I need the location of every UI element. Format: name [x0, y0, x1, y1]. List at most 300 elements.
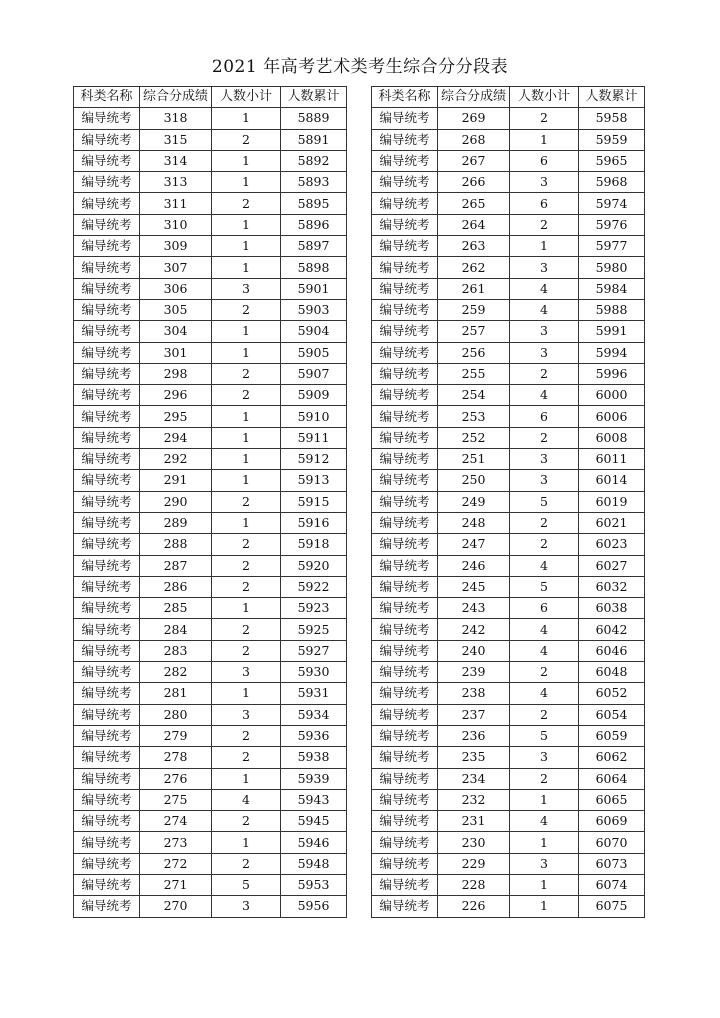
cell-cumulative: 5907 — [281, 363, 347, 384]
table-row — [372, 385, 645, 406]
cell-cumulative: 5903 — [281, 299, 347, 320]
cell-category: 编导统考 — [74, 193, 140, 214]
cell-score: 234 — [438, 768, 510, 789]
cell-cumulative: 6073 — [579, 853, 645, 874]
cell-score: 315 — [140, 129, 212, 150]
cell-count: 2 — [212, 640, 281, 661]
table-row — [372, 321, 645, 342]
cell-score: 307 — [140, 257, 212, 278]
cell-category: 编导统考 — [372, 853, 438, 874]
cell-cumulative: 6069 — [579, 811, 645, 832]
cell-category: 编导统考 — [372, 342, 438, 363]
cell-score: 296 — [140, 385, 212, 406]
cell-cumulative: 5974 — [579, 193, 645, 214]
table-row — [372, 363, 645, 384]
cell-cumulative: 5980 — [579, 257, 645, 278]
cell-cumulative: 5889 — [281, 108, 347, 129]
table-body-right — [372, 108, 645, 917]
cell-cumulative: 5895 — [281, 193, 347, 214]
cell-cumulative: 5976 — [579, 214, 645, 235]
table-row — [372, 768, 645, 789]
cell-count: 6 — [510, 406, 579, 427]
cell-cumulative: 5943 — [281, 789, 347, 810]
cell-count: 2 — [510, 214, 579, 235]
cell-count: 1 — [510, 874, 579, 895]
table-row — [74, 214, 347, 235]
cell-count: 1 — [212, 236, 281, 257]
cell-score: 255 — [438, 363, 510, 384]
cell-count: 1 — [212, 470, 281, 491]
cell-category: 编导统考 — [74, 406, 140, 427]
cell-category: 编导统考 — [74, 874, 140, 895]
cell-cumulative: 5977 — [579, 236, 645, 257]
cell-count: 2 — [510, 108, 579, 129]
table-row — [372, 874, 645, 895]
cell-cumulative: 6065 — [579, 789, 645, 810]
cell-cumulative: 6000 — [579, 385, 645, 406]
cell-cumulative: 6042 — [579, 619, 645, 640]
cell-count: 3 — [212, 278, 281, 299]
table-row — [74, 363, 347, 384]
cell-category: 编导统考 — [372, 789, 438, 810]
table-row — [74, 896, 347, 917]
cell-score: 254 — [438, 385, 510, 406]
cell-category: 编导统考 — [372, 640, 438, 661]
cell-score: 284 — [140, 619, 212, 640]
table-row — [74, 406, 347, 427]
table-row — [372, 449, 645, 470]
cell-score: 278 — [140, 747, 212, 768]
cell-category: 编导统考 — [74, 747, 140, 768]
cell-cumulative: 5946 — [281, 832, 347, 853]
table-row — [372, 725, 645, 746]
cell-count: 2 — [212, 619, 281, 640]
cell-cumulative: 5909 — [281, 385, 347, 406]
cell-count: 1 — [510, 896, 579, 917]
cell-cumulative: 6021 — [579, 512, 645, 533]
cell-count: 3 — [510, 342, 579, 363]
cell-count: 2 — [212, 363, 281, 384]
cell-cumulative: 6027 — [579, 555, 645, 576]
cell-cumulative: 5968 — [579, 172, 645, 193]
table-row — [372, 832, 645, 853]
cell-cumulative: 5953 — [281, 874, 347, 895]
cell-cumulative: 5948 — [281, 853, 347, 874]
cell-score: 249 — [438, 491, 510, 512]
table-row — [372, 619, 645, 640]
table-row — [74, 427, 347, 448]
cell-category: 编导统考 — [74, 214, 140, 235]
cell-score: 267 — [438, 150, 510, 171]
cell-score: 276 — [140, 768, 212, 789]
table-row — [372, 789, 645, 810]
cell-category: 编导统考 — [74, 512, 140, 533]
table-row — [74, 747, 347, 768]
table-row — [372, 299, 645, 320]
cell-score: 253 — [438, 406, 510, 427]
cell-cumulative: 5916 — [281, 512, 347, 533]
cell-category: 编导统考 — [372, 321, 438, 342]
table-row — [74, 853, 347, 874]
table-row — [372, 193, 645, 214]
table-row — [372, 896, 645, 917]
cell-score: 243 — [438, 598, 510, 619]
cell-count: 3 — [510, 853, 579, 874]
cell-count: 3 — [510, 470, 579, 491]
cell-count: 1 — [212, 427, 281, 448]
cell-count: 2 — [212, 299, 281, 320]
page-title: 2021 年高考艺术类考生综合分分段表 — [211, 57, 509, 77]
table-row — [372, 172, 645, 193]
cell-cumulative: 5901 — [281, 278, 347, 299]
cell-count: 2 — [212, 853, 281, 874]
cell-count: 3 — [510, 449, 579, 470]
table-row — [372, 278, 645, 299]
cell-cumulative: 5938 — [281, 747, 347, 768]
cell-score: 309 — [140, 236, 212, 257]
cell-count: 4 — [510, 555, 579, 576]
table-row — [74, 172, 347, 193]
cell-score: 305 — [140, 299, 212, 320]
cell-category: 编导统考 — [372, 491, 438, 512]
table-row — [372, 257, 645, 278]
cell-category: 编导统考 — [74, 278, 140, 299]
cell-score: 251 — [438, 449, 510, 470]
table-row — [74, 193, 347, 214]
cell-count: 2 — [212, 385, 281, 406]
cell-cumulative: 5920 — [281, 555, 347, 576]
cell-score: 270 — [140, 896, 212, 917]
table-row — [372, 406, 645, 427]
cell-category: 编导统考 — [74, 640, 140, 661]
cell-score: 226 — [438, 896, 510, 917]
cell-count: 5 — [510, 576, 579, 597]
cell-score: 275 — [140, 789, 212, 810]
cell-cumulative: 5984 — [579, 278, 645, 299]
table-row — [74, 150, 347, 171]
cell-cumulative: 5931 — [281, 683, 347, 704]
table-row — [372, 512, 645, 533]
cell-cumulative: 6070 — [579, 832, 645, 853]
cell-category: 编导统考 — [74, 236, 140, 257]
cell-score: 306 — [140, 278, 212, 299]
cell-count: 4 — [212, 789, 281, 810]
cell-category: 编导统考 — [74, 598, 140, 619]
cell-count: 1 — [212, 214, 281, 235]
cell-cumulative: 5892 — [281, 150, 347, 171]
table-row — [74, 725, 347, 746]
table-row — [74, 662, 347, 683]
cell-category: 编导统考 — [372, 512, 438, 533]
cell-category: 编导统考 — [74, 534, 140, 555]
cell-score: 304 — [140, 321, 212, 342]
table-row — [74, 278, 347, 299]
table-row — [74, 257, 347, 278]
cell-score: 240 — [438, 640, 510, 661]
cell-cumulative: 6038 — [579, 598, 645, 619]
cell-count: 2 — [212, 129, 281, 150]
cell-cumulative: 6019 — [579, 491, 645, 512]
cell-score: 273 — [140, 832, 212, 853]
table-row — [74, 683, 347, 704]
cell-category: 编导统考 — [372, 662, 438, 683]
cell-count: 1 — [212, 683, 281, 704]
cell-count: 2 — [510, 662, 579, 683]
table-row — [74, 129, 347, 150]
table-row — [74, 512, 347, 533]
cell-score: 310 — [140, 214, 212, 235]
table-row — [372, 214, 645, 235]
cell-count: 4 — [510, 385, 579, 406]
cell-category: 编导统考 — [372, 811, 438, 832]
cell-score: 236 — [438, 725, 510, 746]
cell-cumulative: 5912 — [281, 449, 347, 470]
cell-cumulative: 5898 — [281, 257, 347, 278]
cell-score: 230 — [438, 832, 510, 853]
cell-cumulative: 5988 — [579, 299, 645, 320]
header-cumulative: 人数累计 — [281, 87, 347, 108]
cell-cumulative: 6048 — [579, 662, 645, 683]
table-header-row — [74, 87, 347, 108]
cell-score: 287 — [140, 555, 212, 576]
cell-count: 3 — [510, 321, 579, 342]
cell-count: 2 — [212, 811, 281, 832]
cell-category: 编导统考 — [372, 193, 438, 214]
cell-category: 编导统考 — [74, 299, 140, 320]
cell-category: 编导统考 — [74, 789, 140, 810]
table-row — [74, 811, 347, 832]
cell-cumulative: 5958 — [579, 108, 645, 129]
cell-count: 3 — [510, 257, 579, 278]
cell-score: 281 — [140, 683, 212, 704]
cell-category: 编导统考 — [74, 449, 140, 470]
header-cumulative: 人数累计 — [579, 87, 645, 108]
cell-cumulative: 5891 — [281, 129, 347, 150]
cell-count: 4 — [510, 278, 579, 299]
cell-category: 编导统考 — [372, 172, 438, 193]
cell-category: 编导统考 — [372, 725, 438, 746]
table-row — [372, 576, 645, 597]
cell-category: 编导统考 — [372, 427, 438, 448]
cell-score: 285 — [140, 598, 212, 619]
cell-count: 4 — [510, 683, 579, 704]
cell-score: 257 — [438, 321, 510, 342]
cell-count: 2 — [510, 427, 579, 448]
cell-count: 1 — [510, 832, 579, 853]
cell-cumulative: 6059 — [579, 725, 645, 746]
cell-cumulative: 6054 — [579, 704, 645, 725]
table-row — [74, 299, 347, 320]
table-row — [74, 640, 347, 661]
cell-score: 265 — [438, 193, 510, 214]
table-row — [372, 811, 645, 832]
cell-cumulative: 6032 — [579, 576, 645, 597]
cell-score: 235 — [438, 747, 510, 768]
cell-category: 编导统考 — [74, 363, 140, 384]
cell-cumulative: 5913 — [281, 470, 347, 491]
cell-score: 268 — [438, 129, 510, 150]
cell-category: 编导统考 — [372, 299, 438, 320]
cell-category: 编导统考 — [74, 491, 140, 512]
cell-category: 编导统考 — [372, 874, 438, 895]
cell-count: 4 — [510, 299, 579, 320]
cell-count: 2 — [510, 704, 579, 725]
cell-score: 256 — [438, 342, 510, 363]
table-row — [372, 129, 645, 150]
table-row — [372, 704, 645, 725]
table-row — [74, 789, 347, 810]
cell-count: 6 — [510, 150, 579, 171]
table-row — [74, 236, 347, 257]
table-row — [372, 236, 645, 257]
cell-score: 263 — [438, 236, 510, 257]
cell-count: 2 — [212, 555, 281, 576]
cell-cumulative: 5994 — [579, 342, 645, 363]
cell-category: 编导统考 — [372, 683, 438, 704]
cell-category: 编导统考 — [372, 470, 438, 491]
cell-count: 5 — [212, 874, 281, 895]
header-category: 科类名称 — [74, 87, 140, 108]
cell-count: 1 — [212, 832, 281, 853]
cell-category: 编导统考 — [372, 150, 438, 171]
cell-score: 229 — [438, 853, 510, 874]
cell-count: 3 — [212, 896, 281, 917]
cell-score: 245 — [438, 576, 510, 597]
table-row — [372, 150, 645, 171]
cell-cumulative: 5911 — [281, 427, 347, 448]
cell-category: 编导统考 — [74, 896, 140, 917]
cell-category: 编导统考 — [372, 214, 438, 235]
cell-count: 1 — [212, 512, 281, 533]
cell-cumulative: 5934 — [281, 704, 347, 725]
cell-score: 279 — [140, 725, 212, 746]
table-row — [372, 470, 645, 491]
cell-count: 2 — [510, 534, 579, 555]
cell-category: 编导统考 — [372, 555, 438, 576]
cell-cumulative: 6064 — [579, 768, 645, 789]
table-row — [74, 534, 347, 555]
cell-score: 318 — [140, 108, 212, 129]
cell-cumulative: 5959 — [579, 129, 645, 150]
cell-count: 1 — [212, 321, 281, 342]
cell-score: 313 — [140, 172, 212, 193]
score-table-right — [371, 86, 645, 918]
table-row — [74, 321, 347, 342]
cell-count: 2 — [510, 768, 579, 789]
cell-count: 1 — [212, 598, 281, 619]
cell-category: 编导统考 — [74, 555, 140, 576]
cell-count: 5 — [510, 491, 579, 512]
cell-score: 286 — [140, 576, 212, 597]
cell-score: 298 — [140, 363, 212, 384]
cell-category: 编导统考 — [74, 470, 140, 491]
table-row — [74, 555, 347, 576]
cell-count: 3 — [510, 172, 579, 193]
table-row — [74, 832, 347, 853]
cell-cumulative: 5927 — [281, 640, 347, 661]
cell-score: 280 — [140, 704, 212, 725]
cell-count: 1 — [212, 768, 281, 789]
table-body-left — [74, 108, 347, 917]
cell-category: 编导统考 — [74, 576, 140, 597]
cell-score: 237 — [438, 704, 510, 725]
cell-cumulative: 6074 — [579, 874, 645, 895]
cell-category: 编导统考 — [372, 278, 438, 299]
cell-cumulative: 5918 — [281, 534, 347, 555]
table-row — [372, 427, 645, 448]
header-category: 科类名称 — [372, 87, 438, 108]
cell-count: 1 — [510, 129, 579, 150]
table-row — [372, 491, 645, 512]
header-count: 人数小计 — [212, 87, 281, 108]
cell-cumulative: 5930 — [281, 662, 347, 683]
cell-score: 301 — [140, 342, 212, 363]
cell-category: 编导统考 — [74, 321, 140, 342]
header-score: 综合分成绩 — [140, 87, 212, 108]
cell-cumulative: 5923 — [281, 598, 347, 619]
cell-count: 4 — [510, 640, 579, 661]
cell-category: 编导统考 — [372, 598, 438, 619]
table-row — [74, 491, 347, 512]
cell-category: 编导统考 — [372, 896, 438, 917]
cell-score: 289 — [140, 512, 212, 533]
cell-cumulative: 5910 — [281, 406, 347, 427]
cell-category: 编导统考 — [372, 385, 438, 406]
cell-category: 编导统考 — [74, 811, 140, 832]
cell-category: 编导统考 — [372, 236, 438, 257]
cell-count: 3 — [212, 662, 281, 683]
cell-score: 282 — [140, 662, 212, 683]
cell-score: 264 — [438, 214, 510, 235]
cell-count: 4 — [510, 811, 579, 832]
cell-category: 编导统考 — [74, 832, 140, 853]
cell-score: 269 — [438, 108, 510, 129]
cell-cumulative: 6008 — [579, 427, 645, 448]
cell-score: 271 — [140, 874, 212, 895]
cell-score: 291 — [140, 470, 212, 491]
cell-category: 编导统考 — [372, 363, 438, 384]
cell-cumulative: 5896 — [281, 214, 347, 235]
table-row — [372, 108, 645, 129]
cell-count: 2 — [212, 747, 281, 768]
cell-count: 2 — [212, 491, 281, 512]
cell-category: 编导统考 — [74, 385, 140, 406]
cell-count: 2 — [212, 576, 281, 597]
cell-cumulative: 5915 — [281, 491, 347, 512]
cell-count: 4 — [510, 619, 579, 640]
cell-score: 274 — [140, 811, 212, 832]
cell-count: 1 — [212, 257, 281, 278]
cell-score: 247 — [438, 534, 510, 555]
cell-score: 272 — [140, 853, 212, 874]
cell-cumulative: 5956 — [281, 896, 347, 917]
table-row — [74, 598, 347, 619]
cell-count: 2 — [212, 725, 281, 746]
cell-cumulative: 5925 — [281, 619, 347, 640]
cell-cumulative: 5965 — [579, 150, 645, 171]
header-score: 综合分成绩 — [438, 87, 510, 108]
cell-cumulative: 5945 — [281, 811, 347, 832]
cell-count: 5 — [510, 725, 579, 746]
table-row — [74, 470, 347, 491]
cell-category: 编导统考 — [372, 534, 438, 555]
cell-cumulative: 5904 — [281, 321, 347, 342]
cell-count: 2 — [212, 193, 281, 214]
table-row — [74, 342, 347, 363]
cell-cumulative: 5922 — [281, 576, 347, 597]
cell-cumulative: 6011 — [579, 449, 645, 470]
cell-category: 编导统考 — [372, 747, 438, 768]
